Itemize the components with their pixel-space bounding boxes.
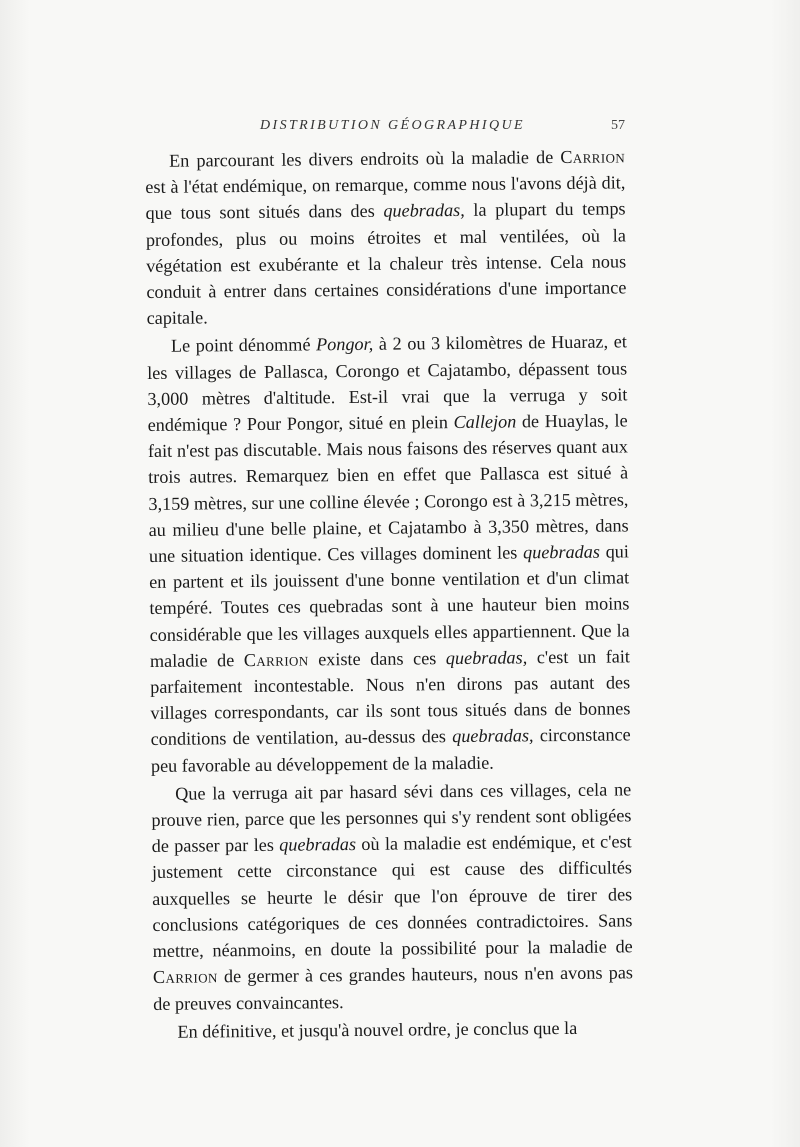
text-run: est à l'état endémique, on remarque, comme nous l'avons déjà dit, que tous sont situés dans des — [145, 172, 626, 224]
running-head — [145, 118, 625, 140]
italic-term: quebradas, — [452, 725, 534, 747]
italic-term: quebradas, — [383, 200, 465, 222]
text-run: circonstance peu favorable au développement de la maladie. — [150, 724, 631, 776]
small-caps-name: Carrion — [152, 966, 218, 988]
running-head-title: DISTRIBUTION GÉOGRAPHIQUE — [260, 118, 525, 133]
italic-term: quebradas — [523, 541, 600, 563]
text-run: de Huaylas, le fait n'est pas discutable. Mais nous faisons des réserves quant aux trois autres. Remarquez bien en effet que Pallasca est situé à 3,159 mètres, sur une colline élevée ; Corongo est à 3,215 mètres, au milieu d'une belle plaine, et Cajatambo à 3,350 mètres, dans une situation identique. Ces villages dominent les — [147, 410, 629, 567]
italic-term: quebradas — [279, 834, 357, 856]
text-run: En définitive, et jusqu'à nouvel ordre, je conclus que la — [177, 1017, 578, 1042]
italic-term: quebradas, — [445, 647, 528, 668]
italic-term: Pongor, — [316, 334, 374, 355]
page-number: 57 — [611, 118, 625, 133]
text-run: En parcourant les divers endroits où la maladie de — [169, 147, 561, 171]
paragraph — [151, 776, 633, 1016]
small-caps-name: Carrion — [560, 146, 626, 168]
paragraph — [153, 1014, 633, 1045]
text-run: la plupart du temps profondes, plus ou moins étroites et mal ventilées, où la végétation est exubérante et la chaleur très intense. Cela nous conduit à entrer dans certaines considérations d'une importance capitale. — [145, 198, 627, 329]
text-run: c'est un fait parfaitement incontestable. Nous n'en dirons pas autant des villages correspondants, car ils sont tous situés dans de bonnes conditions de ventilation, au-dessus des — [150, 646, 631, 750]
paragraph — [147, 329, 631, 779]
text-run: Le point dénommé — [170, 334, 317, 357]
paragraph — [145, 143, 627, 331]
text-run: à 2 ou 3 kilomètres de Huaraz, et les villages de Pallasca, Corongo et Cajatambo, dépassent tous 3,000 mètres d'altitude. Est-il vrai que la verruga y soit endémique ? Pour Pongor, situé en plein — [147, 331, 628, 436]
small-caps-name: Carrion — [243, 649, 309, 670]
text-run: existe dans ces — [308, 647, 446, 670]
text-run: de germer à ces grandes hauteurs, nous n'en avons pas de preuves convaincantes. — [153, 962, 634, 1014]
text-run: qui en partent et ils jouissent d'une bonne ventilation et d'un climat tempéré. Toutes ces quebradas sont à une hauteur bien moins considérable que les villages auxquels elles appartiennent. Que la maladie de — [149, 541, 630, 671]
text-run: où la maladie est endémique, et c'est justement cette circonstance qui est cause des difficultés auxquelles se heurte le désir que l'on éprouve de tirer des conclusions catégoriques de ces données contradictoires. Sans mettre, néanmoins, en doute la possibilité pour la maladie de — [151, 831, 633, 962]
italic-term: Callejon — [453, 411, 517, 433]
body-text — [145, 143, 634, 1046]
text-run: Que la verruga ait par hasard sévi dans ces villages, cela ne prouve rien, parce que les personnes qui s'y rendent sont obligées de passer par les — [151, 779, 632, 857]
